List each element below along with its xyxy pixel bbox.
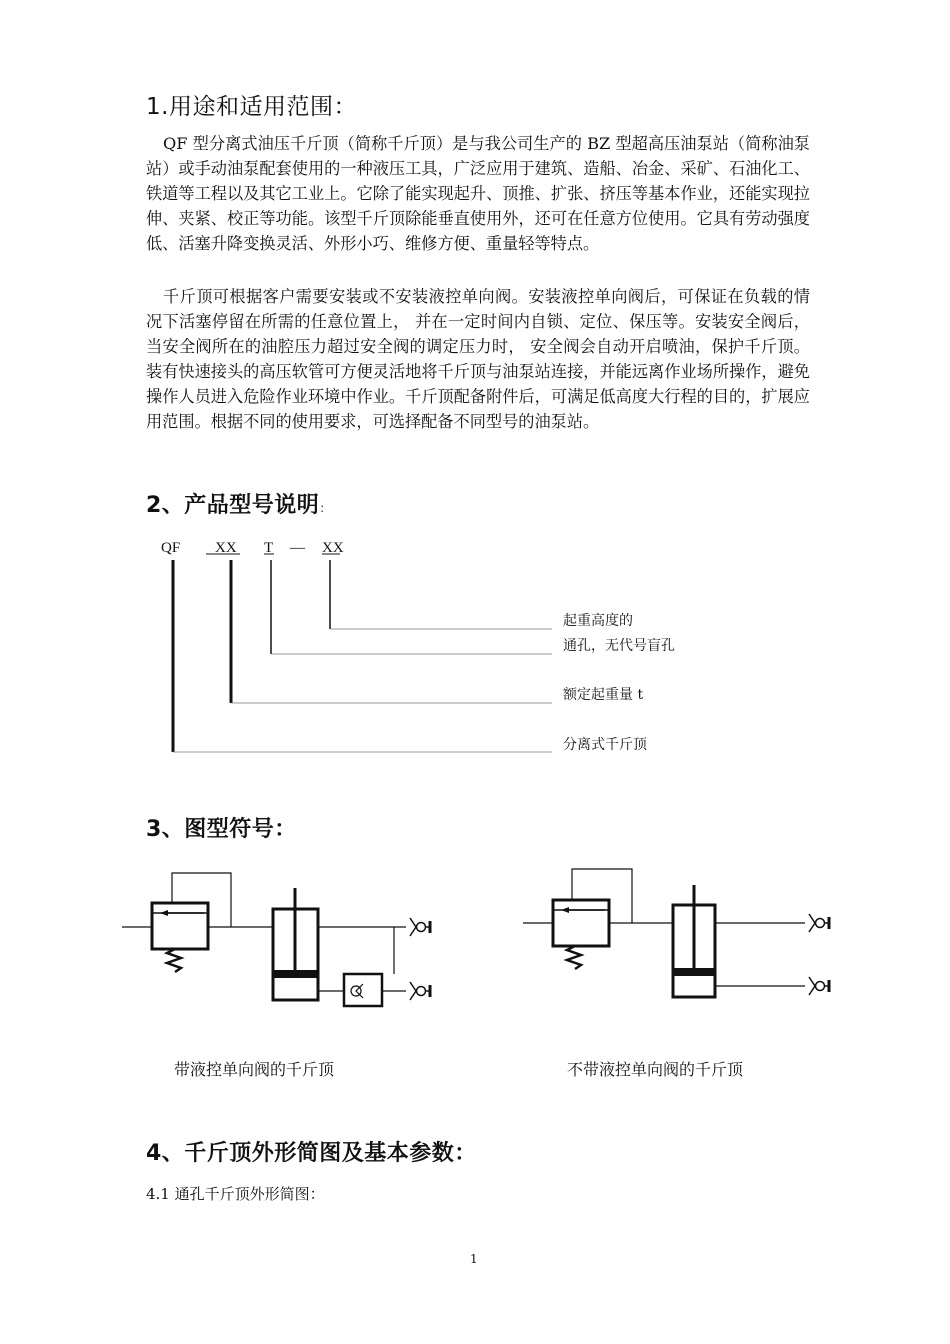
caption-with-check-valve: 带液控单向阀的千斤顶	[174, 1060, 335, 1079]
label-rated-capacity: 额定起重量 t	[563, 687, 644, 703]
paragraph-usage-1: QF 型分离式油压千斤顶（简称千斤顶）是与我公司生产的 BZ 型超高压油泵站（简称油泵站）或手动油泵配套使用的一种液压工具，广泛应用于建筑、造船、冶金、采矿、石油化工、铁道等工程以及其它工业上。它除了能实现起升、顶推、扩张、挤压等基本作业，还能实现拉伸、夹紧、校正等功能。该型千斤顶除能垂直使用外，还可在任意方位使用。它具有劳动强度低、活塞升降变换灵活、外形小巧、维修方便、重量轻等特点。	[146, 134, 810, 253]
code-t: T	[264, 540, 274, 556]
caption-without-check-valve: 不带液控单向阀的千斤顶	[567, 1060, 744, 1079]
symbol-with-check-valve	[122, 873, 430, 1006]
symbol-without-check-valve	[523, 869, 829, 997]
subsection-heading-through-hole: 4.1 通孔千斤顶外形简图：	[146, 1185, 325, 1203]
section-heading-symbol: 3、图型符号：	[146, 817, 297, 842]
section-heading-outline: 4、千斤顶外形简图及基本参数：	[146, 1141, 477, 1166]
code-xx-capacity: XX	[215, 540, 237, 556]
label-split-jack: 分离式千斤顶	[563, 737, 647, 753]
model-heading-text: 2、产品型号说明	[146, 493, 320, 518]
label-through-hole: 通孔，无代号盲孔	[563, 638, 675, 654]
model-heading-colon: ：	[319, 501, 332, 515]
code-qf: QF	[161, 540, 181, 556]
page-number: 1	[470, 1252, 478, 1266]
code-xx-height: XX	[322, 540, 344, 556]
label-lift-height: 起重高度的	[563, 613, 633, 629]
code-dash: —	[290, 540, 305, 556]
paragraph-usage-2: 千斤顶可根据客户需要安装或不安装液控单向阀。安装液控单向阀后，可保证在负载的情况下活塞停留在所需的任意位置上， 并在一定时间内自锁、定位、保压等。安装安全阀后，当安全阀所在的油腔压力超过安全阀的调定压力时， 安全阀会自动开启喷油，保护千斤顶。装有快速接头的高压软管可方便灵活地将千斤顶与油泵站连接，并能远离作业场所操作，避免操作人员进入危险作业环境中作业。千斤顶配备附件后，可满足低高度大行程的目的，扩展应用范围。根据不同的使用要求，可选择配备不同型号的油泵站。	[146, 287, 810, 431]
section-heading-usage: 1.用途和适用范围：	[146, 94, 357, 120]
